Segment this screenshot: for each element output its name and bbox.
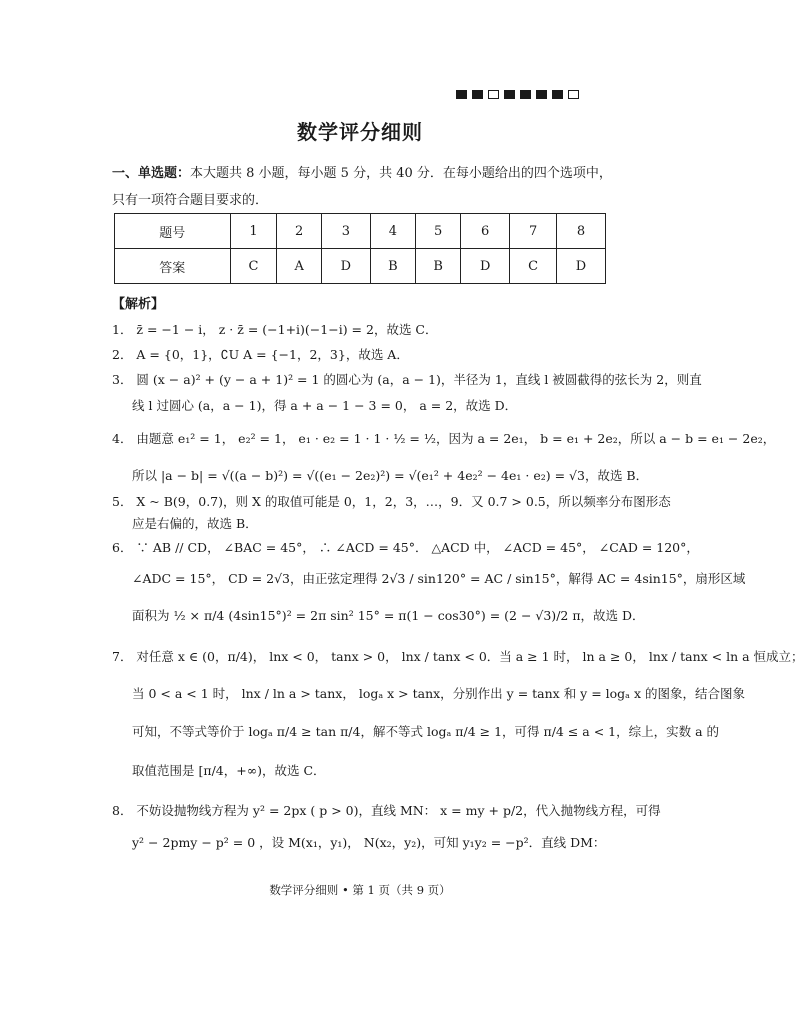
table-cell-answer: D [461, 249, 510, 284]
page-footer: 数学评分细则 • 第 1 页（共 9 页） [269, 883, 451, 897]
section-1-intro [112, 160, 612, 214]
table-cell-number: 8 [557, 214, 606, 249]
solution-line: 7． 对任意 x ∈ (0，π/4)， lnx < 0， tanx > 0， lnx / tanx < 0．当 a ≥ 1 时， ln a ≥ 0， lnx / tanx < ln a 恒成立； [112, 649, 804, 664]
table-cell-answer: C [230, 249, 277, 284]
solution-line: 可知，不等式等价于 logₐ π/4 ≥ tan π/4，解不等式 logₐ π/4 ≥ 1，可得 π/4 ≤ a < 1，综上，实数 a 的 [132, 724, 720, 739]
filled-square-mark [552, 90, 563, 99]
solution-line: 4． 由题意 e₁² = 1， e₂² = 1， e₁ · e₂ = 1 · 1 · ½ = ½，因为 a = 2e₁， b = e₁ + 2e₂，所以 a − b = e₁ − 2e₂， [112, 431, 776, 446]
filled-square-mark [520, 90, 531, 99]
filled-square-mark [536, 90, 547, 99]
table-answer-label: 答案 [115, 249, 231, 284]
filled-square-mark [456, 90, 467, 99]
solution-line: 所以 |a − b| = √((a − b)²) = √((e₁ − 2e₂)²) = √(e₁² + 4e₂² − 4e₁ · e₂) = √3，故选 B． [132, 468, 649, 483]
table-cell-answer: D [557, 249, 606, 284]
page-title: 数学评分细则 [297, 120, 423, 144]
solution-line: 6． ∵ AB // CD， ∠BAC = 45°， ∴ ∠ACD = 45°． △ACD 中， ∠ACD = 45°， ∠CAD = 120°， [112, 540, 699, 555]
hollow-square-mark [568, 90, 579, 99]
solution-line: 5． X ~ B(9，0.7)，则 X 的取值可能是 0，1，2，3，…，9．又 0.7 > 0.5，所以频率分布图形态 [112, 494, 671, 509]
table-row-numbers [115, 214, 606, 249]
table-cell-number: 4 [370, 214, 415, 249]
table-cell-answer: D [321, 249, 370, 284]
table-cell-answer: A [277, 249, 321, 284]
table-cell-number: 1 [230, 214, 277, 249]
table-cell-number: 7 [510, 214, 557, 249]
solution-line: 3． 圆 (x − a)² + (y − a + 1)² = 1 的圆心为 (a，a − 1)，半径为 1，直线 l 被圆截得的弦长为 2，则直 [112, 372, 702, 387]
table-cell-number: 3 [321, 214, 370, 249]
filled-square-mark [472, 90, 483, 99]
table-cell-number: 5 [416, 214, 461, 249]
table-cell-number: 2 [277, 214, 321, 249]
section-1-heading: 一、单选题： [112, 166, 191, 181]
table-row-answers [115, 249, 606, 284]
analysis-heading: 【解析】 [112, 297, 165, 312]
answer-table [114, 213, 606, 284]
table-cell-answer: C [510, 249, 557, 284]
table-cell-answer: B [370, 249, 415, 284]
solution-line: 1． z̄ = −1 − i， z · z̄ = (−1+i)(−1−i) = 2，故选 C． [112, 322, 438, 337]
solution-line: 当 0 < a < 1 时， lnx / ln a > tanx， logₐ x > tanx，分别作出 y = tanx 和 y = logₐ x 的图象，结合图象 [132, 686, 745, 701]
solution-line: y² − 2pmy − p² = 0 ，设 M(x₁，y₁)， N(x₂，y₂)，可知 y₁y₂ = −p²．直线 DM： [132, 835, 606, 850]
solution-line: 2． A = {0，1}，∁U A = {−1，2，3}，故选 A． [112, 347, 409, 362]
solution-line: ∠ADC = 15°， CD = 2√3，由正弦定理得 2√3 / sin120° = AC / sin15°，解得 AC = 4sin15°，扇形区域 [132, 571, 746, 586]
solution-line: 面积为 ½ × π/4 (4sin15°)² = 2π sin² 15° = π(1 − cos30°) = (2 − √3)/2 π，故选 D． [132, 608, 645, 623]
table-cell-number: 6 [461, 214, 510, 249]
solution-line: 应是右偏的，故选 B． [132, 516, 258, 531]
filled-square-mark [504, 90, 515, 99]
solution-line: 线 l 过圆心 (a，a − 1)，得 a + a − 1 − 3 = 0， a = 2，故选 D． [132, 398, 518, 413]
solution-line: 8． 不妨设抛物线方程为 y² = 2px ( p > 0)，直线 MN： x = my + p/2，代入抛物线方程，可得 [112, 803, 661, 818]
table-header-label: 题号 [115, 214, 231, 249]
solution-line: 取值范围是 [π/4，+∞)，故选 C． [132, 763, 326, 778]
table-cell-answer: B [416, 249, 461, 284]
section-1-text: 本大题共 8 小题，每小题 5 分，共 40 分．在每小题给出的四个选项中，只有一项符合题目要求的． [112, 166, 612, 208]
header-marks [456, 90, 579, 99]
hollow-square-mark [488, 90, 499, 99]
